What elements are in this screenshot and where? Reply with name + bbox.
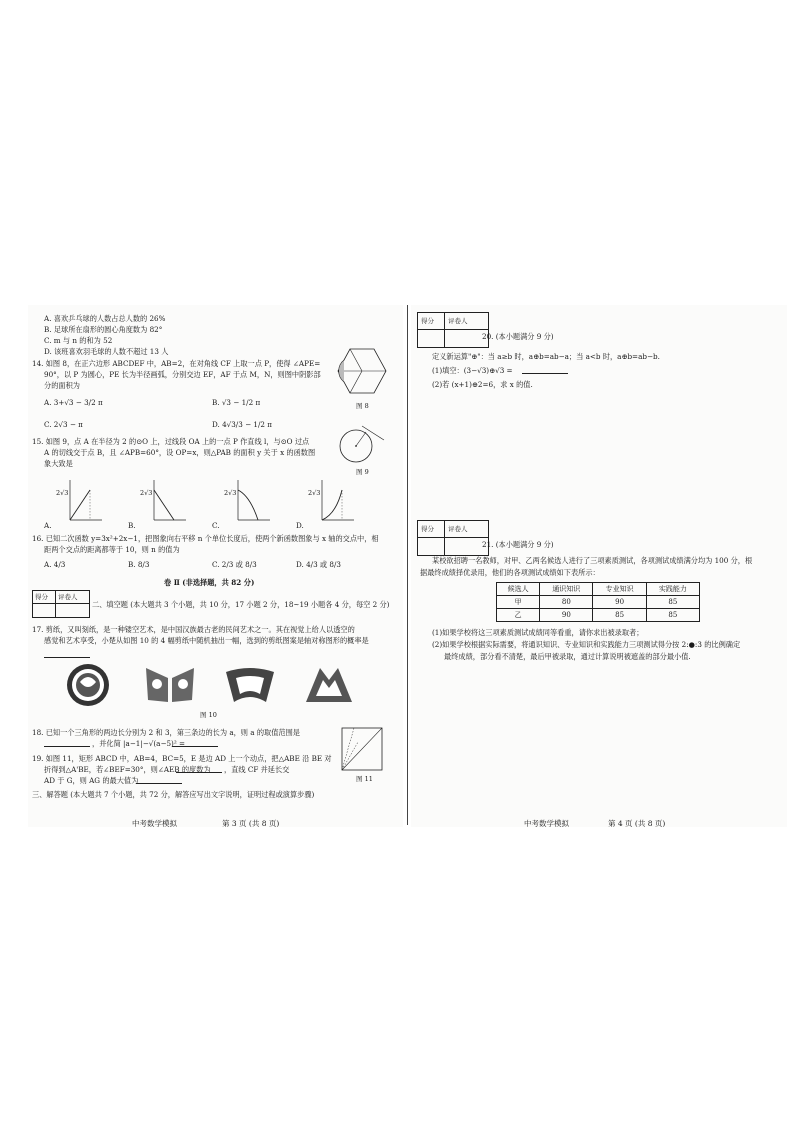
- q13-option-a: A. 喜欢乒乓球的人数占总人数的 26%: [44, 314, 166, 323]
- q18-line: ，并化简 |a−1|−√(a−5)² =: [92, 739, 186, 748]
- q17-answer-blank[interactable]: [44, 650, 90, 660]
- grader-label: 评卷人: [448, 525, 468, 533]
- graph-c-label: C.: [212, 521, 220, 530]
- score-box-q21: [417, 520, 489, 556]
- table-cell: 85: [646, 596, 699, 609]
- table-header: 实践能力: [646, 583, 699, 596]
- table-cell: 85: [646, 609, 699, 622]
- table-cell: 80: [540, 596, 593, 609]
- graph-a: [54, 478, 104, 526]
- score-box-p3: [32, 590, 90, 618]
- q20-part-1: (1)填空：(3−√3)⊕√3 =: [432, 366, 513, 375]
- q21-intro: 据最终成绩择优录用，他们的各项测试成绩如下表所示：: [420, 568, 600, 577]
- page-divider: [407, 305, 408, 825]
- section-3-heading: 三、解答题 (本大题共 7 个小题，共 72 分，解答应写出文字说明，证明过程或演算步骤): [32, 790, 315, 799]
- table-cell: 甲: [497, 596, 540, 609]
- score-label: 得分: [35, 593, 48, 601]
- graph-a-ytick: 2√3: [56, 489, 69, 497]
- q15-line: 15. 如图 9，点 A 在半径为 2 的⊙O 上，过线段 OA 上的一点 P 作直线 l，与⊙O 过点: [32, 437, 310, 446]
- grader-label: 评卷人: [448, 317, 468, 325]
- q19-line: AD 于 G，则 AG 的最大值为: [44, 776, 139, 785]
- q14-line: 90°，以 P 为圆心，PE 长为半径画弧，分别交边 EF，AF 于点 M，N，则图中阴影部: [44, 370, 321, 379]
- footer-page-p3: 第 3 页 (共 8 页): [222, 819, 280, 828]
- score-box-q20: [417, 312, 489, 348]
- figure-10-caption: 图 10: [200, 711, 217, 719]
- q15-line: 象大致是: [44, 459, 73, 468]
- table-row: [497, 609, 700, 622]
- graph-b-label: B.: [128, 521, 136, 530]
- q21-part-2: (2)如果学校根据实际需要，将通识知识、专业知识和实践能力三项测试得分按 2:●:3 的比例确定: [432, 640, 741, 649]
- table-cell: 90: [593, 596, 646, 609]
- q13-option-c: C. m 与 n 的和为 52: [44, 336, 113, 345]
- figure-8-caption: 图 8: [356, 402, 369, 410]
- papercut-circle-image: [62, 662, 114, 708]
- graph-d: [306, 478, 356, 526]
- graph-b: [138, 478, 188, 526]
- graph-d-label: D.: [296, 521, 304, 530]
- figure-11-rectangle: [336, 724, 388, 774]
- graph-c-ytick: 2√3: [224, 489, 237, 497]
- q13-option-d: D. 该班喜欢羽毛球的人数不超过 13 人: [44, 347, 169, 356]
- table-cell: 乙: [497, 609, 540, 622]
- q19-answer-blank[interactable]: [176, 765, 222, 775]
- section-2-heading: 二、填空题 (本大题共 3 个小题，共 10 分，17 小题 2 分，18~19 小题各 4 分，每空 2 分): [92, 600, 390, 609]
- q17-line: 感觉和艺术享受，小楚从如图 10 的 4 幅剪纸中随机抽出一幅，选到的剪纸图案是轴对称图形的概率是: [44, 636, 369, 645]
- table-header: 专业知识: [593, 583, 646, 596]
- table-header: 候选人: [497, 583, 540, 596]
- q20-title: 20. (本小题满分 9 分): [482, 332, 554, 341]
- footer-left-p3: 中考数学模拟: [132, 819, 177, 828]
- q16-line: 16. 已知二次函数 y=3x²+2x−1，把图象向右平移 n 个单位长度后，使两个新函数图象与 x 轴的交点中，相: [32, 534, 379, 543]
- table-cell: 85: [593, 609, 646, 622]
- table-cell: 90: [540, 609, 593, 622]
- papercut-bats-image: [222, 662, 278, 708]
- table-header: 通识知识: [540, 583, 593, 596]
- score-label: 得分: [421, 317, 434, 325]
- papercut-butterflies-image: [142, 662, 198, 708]
- q18-line: 18. 已知一个三角形的两边长分别为 2 和 3，第三条边的长为 a，则 a 的取值范围是: [32, 728, 300, 737]
- q16-option-d: D. 4/3 或 8/3: [296, 560, 341, 569]
- q19-answer-blank-2[interactable]: [136, 776, 182, 786]
- score-table: [496, 582, 700, 622]
- q21-intro: 某校欲招聘一名教师，对甲、乙两名候选人进行了三项素质测试，各项测试成绩满分均为 100 分，根: [432, 556, 753, 565]
- q14-option-b: B. √3 − 1/2 π: [212, 398, 261, 407]
- q16-option-a: A. 4/3: [44, 560, 66, 569]
- q15-line: A 的切线交于点 B，且 ∠APB=60°，设 OP=x，则△PAB 的面积 y 关于 x 的函数图: [44, 448, 316, 457]
- q14-option-d: D. 4√3/3 − 1/2 π: [212, 420, 272, 429]
- graph-a-label: A.: [44, 521, 52, 530]
- figure-9-circle: [336, 426, 386, 468]
- q20-part-2: (2)若 (x+1)⊕2=6，求 x 的值.: [432, 380, 533, 389]
- papercut-figures-image: [300, 662, 358, 708]
- q18-answer-blank[interactable]: [44, 739, 90, 749]
- section-2-title: 卷 Ⅱ (非选择题，共 82 分): [164, 578, 255, 587]
- q19-line: 折得到△A'BE，若∠BEF=30°，则∠AEB 的度数为: [44, 765, 211, 774]
- footer-page-p4: 第 4 页 (共 8 页): [608, 819, 666, 828]
- q16-option-c: C. 2/3 或 8/3: [212, 560, 257, 569]
- q13-option-b: B. 足球所在扇形的圆心角度数为 82°: [44, 325, 163, 334]
- q16-line: 距两个交点的距离都等于 10，则 n 的值为: [44, 545, 180, 554]
- q16-option-b: B. 8/3: [128, 560, 150, 569]
- figure-11-caption: 图 11: [356, 775, 373, 783]
- figure-8-hexagon: [332, 343, 392, 403]
- q18-answer-blank-2[interactable]: [172, 739, 218, 749]
- graph-c: [222, 478, 272, 526]
- grader-label: 评卷人: [58, 593, 78, 601]
- table-row: [497, 596, 700, 609]
- q19-line: 19. 如图 11，矩形 ABCD 中，AB=4，BC=5，E 是边 AD 上一个动点，把△ABE 沿 BE 对: [32, 754, 332, 763]
- q14-line: 14. 如图 8，在正六边形 ABCDEF 中，AB=2，在对角线 CF 上取一点 P，使得 ∠APE=: [32, 359, 321, 368]
- q20-definition: 定义新运算"⊕"：当 a≥b 时，a⊕b=ab−a；当 a<b 时，a⊕b=ab−b.: [432, 352, 660, 361]
- q21-part-2-cont: 最终成绩，部分看不清楚，最后甲被录取，通过计算说明被遮盖的部分最小值.: [444, 652, 691, 661]
- figure-9-caption: 图 9: [356, 468, 369, 476]
- q14-option-c: C. 2√3 − π: [44, 420, 83, 429]
- q14-line: 分的面积为: [44, 381, 80, 390]
- graph-d-ytick: 2√3: [308, 489, 321, 497]
- score-label: 得分: [421, 525, 434, 533]
- graph-b-ytick: 2√3: [140, 489, 153, 497]
- q19-line: ，直线 CF 并延长交: [224, 765, 290, 774]
- q14-option-a: A. 3+√3 − 3/2 π: [44, 398, 103, 407]
- q21-title: 21. (本小题满分 9 分): [482, 540, 554, 549]
- footer-left-p4: 中考数学模拟: [524, 819, 569, 828]
- table-header-row: [497, 583, 700, 596]
- q17-line: 17. 剪纸，又叫刻纸，是一种镂空艺术，是中国汉族最古老的民间艺术之一。其在视觉上给人以透空的: [32, 625, 355, 634]
- q20-answer-blank[interactable]: [522, 366, 568, 376]
- q21-part-1: (1)如果学校将这三项素质测试成绩同等看重，请你求出被录取者；: [432, 628, 644, 637]
